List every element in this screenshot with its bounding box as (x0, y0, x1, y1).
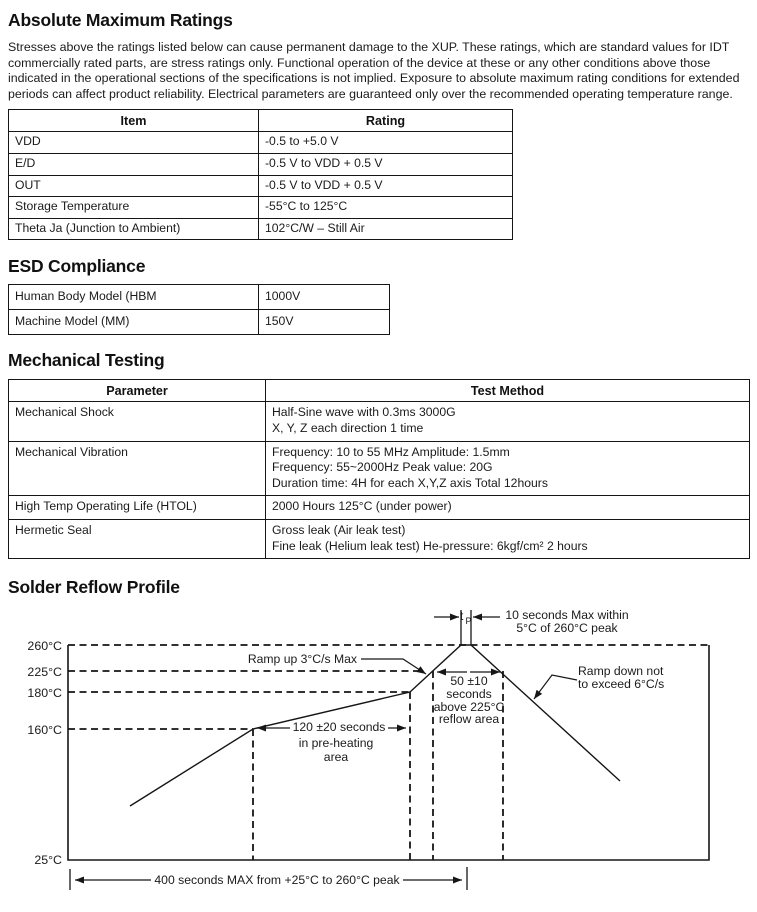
table-cell: VDD (9, 132, 259, 154)
table-cell: Mechanical Vibration (9, 441, 266, 496)
y-axis-label-225c: 225°C (27, 665, 62, 680)
table-cell: 150V (259, 310, 390, 335)
table-row (9, 310, 390, 335)
table-cell: 102°C/W – Still Air (259, 218, 513, 240)
table-cell: -0.5 V to VDD + 0.5 V (259, 175, 513, 197)
table-row (9, 132, 513, 154)
esd-compliance-table (8, 284, 390, 335)
table-row (9, 218, 513, 240)
y-axis-label-180c: 180°C (27, 686, 62, 701)
table-cell: -0.5 V to VDD + 0.5 V (259, 153, 513, 175)
annotation-preheat-line1: 120 ±20 seconds (292, 720, 386, 735)
table-cell: Hermetic Seal (9, 519, 266, 558)
table-header-row (9, 110, 513, 132)
table-cell: Theta Ja (Junction to Ambient) (9, 218, 259, 240)
annotation-reflow-line4: reflow area (438, 712, 500, 727)
table-cell: Human Body Model (HBM (9, 285, 259, 310)
table-row (9, 441, 750, 496)
table-cell: E/D (9, 153, 259, 175)
annotation-ramp-up: Ramp up 3°C/s Max (247, 652, 357, 667)
annotation-total-time: 400 seconds MAX from +25°C to 260°C peak (154, 873, 400, 888)
table-cell: Mechanical Shock (9, 402, 266, 441)
absolute-maximum-ratings-table (8, 109, 513, 240)
table-header-cell: Item (9, 110, 259, 132)
tp-label-subscript: P (465, 616, 472, 627)
table-row (9, 496, 750, 520)
table-cell: 1000V (259, 285, 390, 310)
cell-line: X, Y, Z each direction 1 time (272, 420, 424, 435)
datasheet-page (0, 10, 757, 598)
table-cell: OUT (9, 175, 259, 197)
table-cell (266, 402, 750, 441)
section-heading-solder-reflow-profile: Solder Reflow Profile (8, 577, 180, 598)
table-row (9, 153, 513, 175)
table-header-cell: Parameter (9, 380, 266, 402)
annotation-ramp-down-line2: to exceed 6°C/s (578, 677, 665, 692)
annotation-reflow-line1: 50 ±10 (450, 674, 488, 689)
cell-line: Frequency: 10 to 55 MHz Amplitude: 1.5mm (272, 444, 510, 459)
table-cell (266, 519, 750, 558)
y-axis-label-25c: 25°C (34, 853, 62, 868)
annotation-preheat-line3: area (323, 750, 349, 765)
cell-line: Frequency: 55~2000Hz Peak value: 20G (272, 460, 493, 475)
tp-label: t (460, 609, 464, 624)
ramp-down-leader-arrow (534, 675, 577, 699)
cell-line: Fine leak (Helium leak test) He-pressure: 6kgf/cm² 2 hours (272, 538, 588, 553)
table-header-cell: Test Method (266, 380, 750, 402)
table-row (9, 175, 513, 197)
y-axis-label-160c: 160°C (27, 723, 62, 738)
table-cell (266, 441, 750, 496)
section-heading-esd-compliance: ESD Compliance (8, 256, 146, 277)
table-row (9, 197, 513, 219)
y-axis-label-260c: 260°C (27, 639, 62, 654)
annotation-reflow-line3: above 225°C (433, 700, 505, 715)
table-row (9, 402, 750, 441)
mechanical-testing-table (8, 379, 750, 559)
table-header-cell: Rating (259, 110, 513, 132)
table-cell (266, 496, 750, 520)
table-row (9, 519, 750, 558)
cell-line: 2000 Hours 125°C (under power) (272, 499, 452, 514)
table-cell: -0.5 to +5.0 V (259, 132, 513, 154)
table-header-row (9, 380, 750, 402)
annotation-peak-duration-line1: 10 seconds Max within (505, 608, 629, 623)
cell-line: Gross leak (Air leak test) (272, 522, 406, 537)
table-cell: High Temp Operating Life (HTOL) (9, 496, 266, 520)
cell-line: Duration time: 4H for each X,Y,Z axis Total 12hours (272, 475, 548, 490)
table-cell: -55°C to 125°C (259, 197, 513, 219)
table-cell: Machine Model (MM) (9, 310, 259, 335)
annotation-preheat-line2: in pre-heating (298, 736, 374, 751)
section-heading-absolute-maximum-ratings: Absolute Maximum Ratings (8, 10, 233, 30)
cell-line: Half-Sine wave with 0.3ms 3000G (272, 405, 456, 420)
annotation-reflow-line2: seconds (446, 687, 492, 702)
annotation-peak-duration-line2: 5°C of 260°C peak (516, 621, 618, 636)
intro-paragraph: Stresses above the ratings listed below can cause permanent damage to the XUP. These ratings, which are standard values for IDT commercially rated parts, are stress ratings only. Functional operation of the device at these or any other conditions above those indicated in the operational sections of the specifications is not implied. Exposure to absolute maximum rating conditions for extended periods can affect product reliability. Electrical parameters are guaranteed only over the recommended operating temperature range. (8, 40, 740, 101)
section-heading-mechanical-testing: Mechanical Testing (8, 350, 165, 371)
annotation-ramp-down-line1: Ramp down not (578, 664, 664, 679)
reflow-profile-chart (0, 598, 757, 900)
table-cell: Storage Temperature (9, 197, 259, 219)
table-row (9, 285, 390, 310)
